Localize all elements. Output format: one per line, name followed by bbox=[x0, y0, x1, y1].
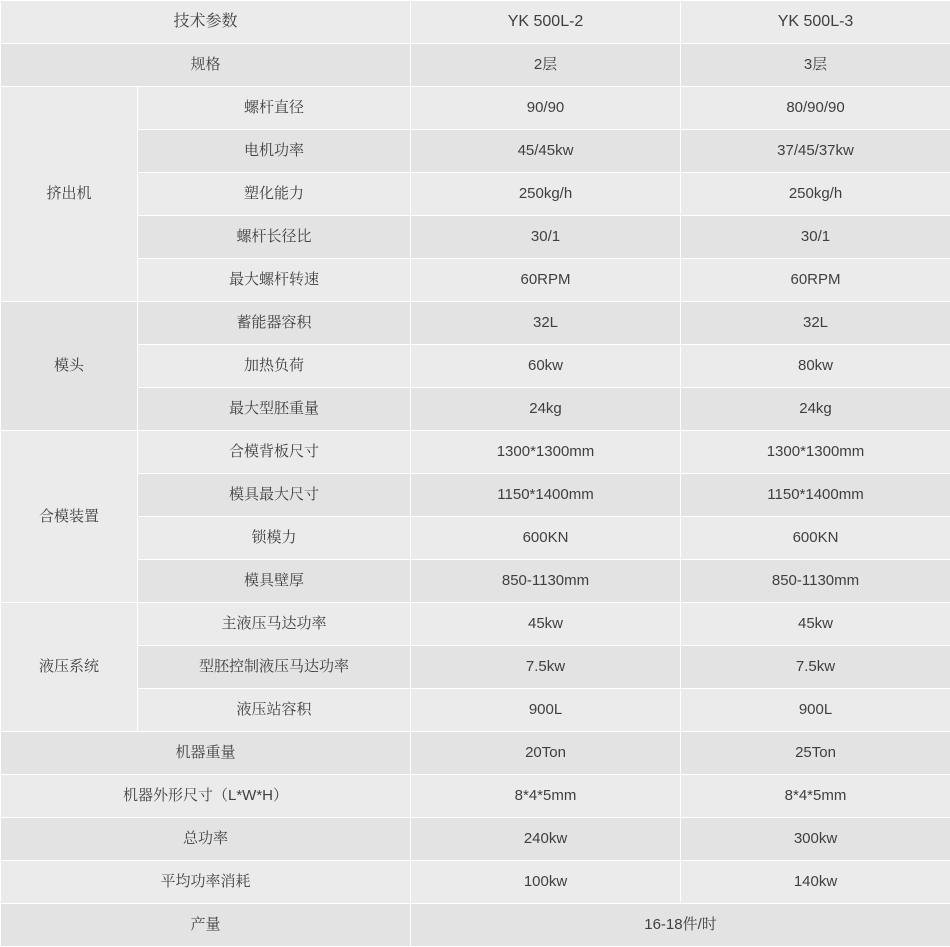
table-row bbox=[1, 775, 950, 818]
row-label: 型胚控制液压马达功率 bbox=[138, 646, 411, 689]
table-row bbox=[1, 474, 950, 517]
row-value-2: 60RPM bbox=[681, 259, 950, 302]
row-label: 机器外形尺寸（L*W*H） bbox=[1, 775, 411, 818]
row-label: 机器重量 bbox=[1, 732, 411, 775]
row-value-output: 16-18件/时 bbox=[411, 904, 950, 947]
row-value-2: 1300*1300mm bbox=[681, 431, 950, 474]
row-label: 模具壁厚 bbox=[138, 560, 411, 603]
table-header-row bbox=[1, 1, 950, 44]
table-row bbox=[1, 904, 950, 947]
row-label: 总功率 bbox=[1, 818, 411, 861]
row-value-2: 45kw bbox=[681, 603, 950, 646]
row-value-2: 80/90/90 bbox=[681, 87, 950, 130]
row-value-1: 7.5kw bbox=[411, 646, 681, 689]
row-value-2: 300kw bbox=[681, 818, 950, 861]
table-row bbox=[1, 216, 950, 259]
row-label: 蓄能器容积 bbox=[138, 302, 411, 345]
row-value-2: 8*4*5mm bbox=[681, 775, 950, 818]
table-row bbox=[1, 603, 950, 646]
row-label: 锁模力 bbox=[138, 517, 411, 560]
row-value-1: 45/45kw bbox=[411, 130, 681, 173]
row-label: 最大螺杆转速 bbox=[138, 259, 411, 302]
group-label-hydraulic: 液压系统 bbox=[1, 603, 138, 732]
row-value-1: 1300*1300mm bbox=[411, 431, 681, 474]
row-value-2: 80kw bbox=[681, 345, 950, 388]
group-label-extruder: 挤出机 bbox=[1, 87, 138, 302]
row-value-1: 30/1 bbox=[411, 216, 681, 259]
row-value-1: 900L bbox=[411, 689, 681, 732]
row-value-2: 600KN bbox=[681, 517, 950, 560]
row-label: 电机功率 bbox=[138, 130, 411, 173]
row-label: 平均功率消耗 bbox=[1, 861, 411, 904]
table-row bbox=[1, 689, 950, 732]
row-value-2: 24kg bbox=[681, 388, 950, 431]
row-value-1: 60RPM bbox=[411, 259, 681, 302]
row-value-1: 90/90 bbox=[411, 87, 681, 130]
row-label: 塑化能力 bbox=[138, 173, 411, 216]
row-value-1: 600KN bbox=[411, 517, 681, 560]
table-row bbox=[1, 44, 950, 87]
header-cell-model-2: YK 500L-3 bbox=[681, 1, 950, 44]
row-value-1: 32L bbox=[411, 302, 681, 345]
row-value-1: 20Ton bbox=[411, 732, 681, 775]
group-label-die-head: 模头 bbox=[1, 302, 138, 431]
row-label: 模具最大尺寸 bbox=[138, 474, 411, 517]
row-label-output: 产量 bbox=[1, 904, 411, 947]
row-value-2: 1150*1400mm bbox=[681, 474, 950, 517]
table-row bbox=[1, 517, 950, 560]
table-row bbox=[1, 130, 950, 173]
row-value-2: 3层 bbox=[681, 44, 950, 87]
row-label: 合模背板尺寸 bbox=[138, 431, 411, 474]
row-value-2: 850-1130mm bbox=[681, 560, 950, 603]
table-row bbox=[1, 87, 950, 130]
row-value-2: 37/45/37kw bbox=[681, 130, 950, 173]
table-row bbox=[1, 345, 950, 388]
table-row bbox=[1, 173, 950, 216]
table-row bbox=[1, 732, 950, 775]
row-value-2: 900L bbox=[681, 689, 950, 732]
table-row bbox=[1, 861, 950, 904]
header-cell-parameter: 技术参数 bbox=[1, 1, 411, 44]
group-label-clamping: 合模装置 bbox=[1, 431, 138, 603]
row-label: 主液压马达功率 bbox=[138, 603, 411, 646]
row-label: 液压站容积 bbox=[138, 689, 411, 732]
row-value-2: 25Ton bbox=[681, 732, 950, 775]
row-label: 螺杆长径比 bbox=[138, 216, 411, 259]
row-value-1: 24kg bbox=[411, 388, 681, 431]
row-value-2: 250kg/h bbox=[681, 173, 950, 216]
row-value-1: 100kw bbox=[411, 861, 681, 904]
row-label: 螺杆直径 bbox=[138, 87, 411, 130]
table-row bbox=[1, 560, 950, 603]
row-value-2: 140kw bbox=[681, 861, 950, 904]
header-cell-model-1: YK 500L-2 bbox=[411, 1, 681, 44]
row-value-1: 8*4*5mm bbox=[411, 775, 681, 818]
row-value-1: 250kg/h bbox=[411, 173, 681, 216]
row-label: 最大型胚重量 bbox=[138, 388, 411, 431]
row-label: 加热负荷 bbox=[138, 345, 411, 388]
table-row bbox=[1, 646, 950, 689]
table-row bbox=[1, 818, 950, 861]
table-row bbox=[1, 431, 950, 474]
row-value-1: 240kw bbox=[411, 818, 681, 861]
row-value-1: 60kw bbox=[411, 345, 681, 388]
row-value-1: 2层 bbox=[411, 44, 681, 87]
row-value-2: 32L bbox=[681, 302, 950, 345]
table-row bbox=[1, 388, 950, 431]
table-row bbox=[1, 259, 950, 302]
row-value-1: 1150*1400mm bbox=[411, 474, 681, 517]
table-row bbox=[1, 302, 950, 345]
row-value-1: 45kw bbox=[411, 603, 681, 646]
row-label-spec: 规格 bbox=[1, 44, 411, 87]
row-value-1: 850-1130mm bbox=[411, 560, 681, 603]
row-value-2: 30/1 bbox=[681, 216, 950, 259]
row-value-2: 7.5kw bbox=[681, 646, 950, 689]
